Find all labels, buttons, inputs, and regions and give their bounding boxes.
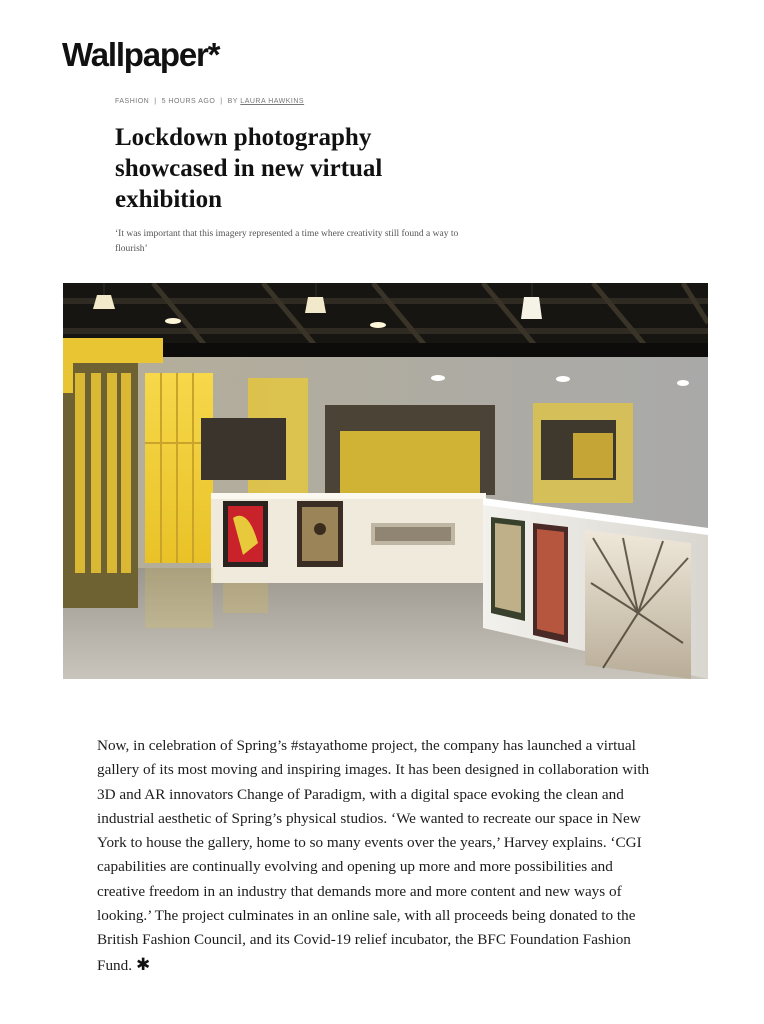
article-standfirst: ‘It was important that this imagery represented a time where creativity still found a way to flourish’ — [115, 229, 459, 254]
gallery-illustration — [63, 283, 708, 679]
hero-image — [63, 283, 708, 679]
article-meta — [115, 98, 304, 105]
wallpaper-logo[interactable]: Wallpaper* — [62, 36, 220, 73]
category-link[interactable]: FASHION — [115, 98, 150, 105]
article-title: Lockdown photography showcased in new virtual exhibition — [115, 124, 383, 213]
author-link[interactable]: LAURA HAWKINS — [240, 98, 305, 105]
article-body — [97, 734, 657, 978]
end-of-article-star-icon: ✱ — [136, 954, 151, 975]
meta-separator: | — [220, 98, 223, 105]
byline-prefix: BY — [227, 98, 238, 105]
meta-separator: | — [154, 98, 157, 105]
timestamp: 5 HOURS AGO — [161, 98, 216, 105]
article-body-text: Now, in celebration of Spring’s #stayathome project, the company has launched a virtual gallery of its most moving and inspiring images. It has been designed in collaboration with 3D and AR innovators Change of Paradigm, with a digital space evoking the clean and industrial aesthetic of Spring’s physical studios. ‘We wanted to recreate our space in New York to house the gallery, home to so many events over the years,’ Harvey explains. ‘CGI capabilities are continually evolving and opening up more and more possibilities and creative freedom in an industry that demands more and more content and new ways of looking.’ The project culminates in an online sale, with all proceeds being donated to the British Fashion Council, and its Covid-19 relief incubator, the BFC Foundation Fashion Fund. — [97, 737, 650, 974]
